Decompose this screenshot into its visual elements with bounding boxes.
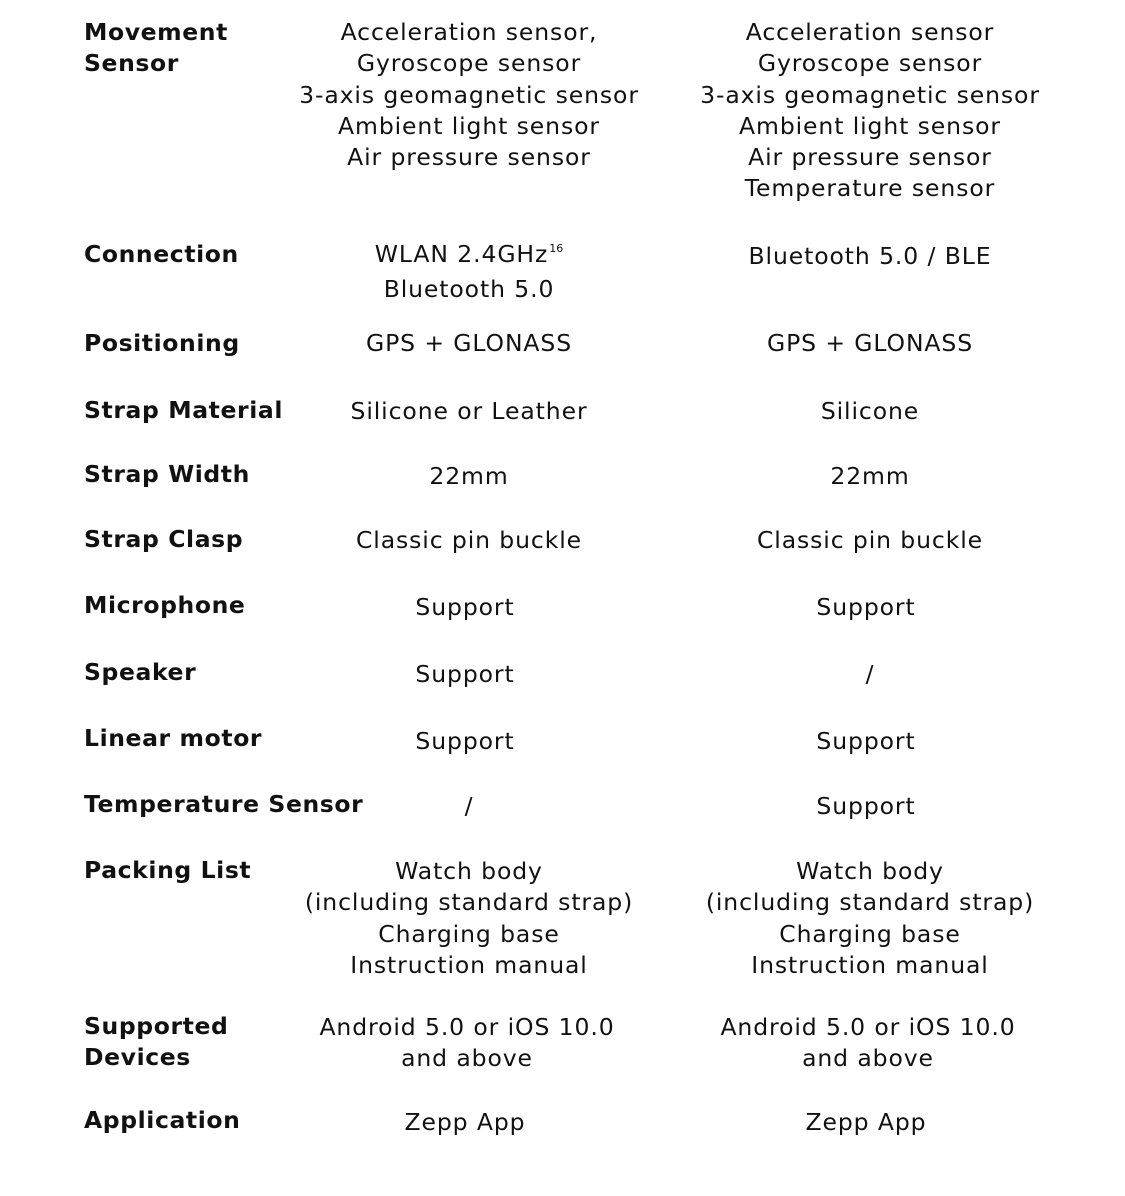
spec-value-model-b [660,856,1080,981]
spec-label: Application [84,1106,241,1134]
spec-value-line: (including standard strap) [304,888,634,917]
spec-value-line: Acceleration sensor [745,18,995,46]
spec-value-model-b: Support [816,593,916,621]
spec-value-line: Air pressure sensor [748,143,992,172]
spec-label-line: Devices [84,1043,191,1071]
spec-value-model-b: Support [816,727,916,755]
spec-value-model-a: Classic pin buckle [355,526,583,554]
spec-value-model-b: GPS + GLONASS [766,329,974,357]
spec-value-line: Ambient light sensor [739,111,1001,140]
spec-value-model-b: Support [816,792,916,820]
spec-value-line: Instruction manual [350,950,588,979]
spec-label: Linear motor [84,724,263,752]
spec-label-line: Movement [84,18,228,46]
spec-value-line: Charging base [378,919,560,948]
spec-value-text: WLAN 2.4GHz [374,240,549,268]
spec-label: Strap Clasp [84,525,244,553]
spec-value-model-b: 22mm [830,462,910,490]
spec-value-model-b: / [865,660,875,688]
spec-value-line: Gyroscope sensor [356,49,582,78]
spec-label: Strap Material [84,396,283,424]
spec-value-model-b [660,241,1080,272]
spec-value-line: Android 5.0 or iOS 10.0 [319,1013,615,1041]
spec-value-line: Ambient light sensor [338,111,600,140]
spec-value-model-b: Zepp App [805,1108,927,1136]
spec-value-line: Temperature sensor [744,174,996,203]
spec-value-model-b: Silicone [820,397,920,425]
spec-value-line: Acceleration sensor, [340,18,598,46]
spec-value-line [259,239,679,274]
spec-value-model-a [259,17,679,173]
spec-label-line: Connection [84,240,239,268]
spec-label: Packing List [84,856,252,884]
spec-value-line: 3-axis geomagnetic sensor [700,80,1040,109]
spec-value-line: (including standard strap) [705,888,1035,917]
spec-value-model-a: Support [415,593,515,621]
spec-value-line: Instruction manual [751,950,989,979]
footnote-marker: 16 [549,242,564,255]
spec-label: Strap Width [84,460,250,488]
spec-value-line: Air pressure sensor [347,143,591,172]
spec-value-model-a: / [464,792,474,820]
spec-label: Temperature Sensor [84,790,364,818]
spec-value-model-a: Support [415,727,515,755]
spec-value-model-a: Zepp App [404,1108,526,1136]
spec-value-model-a: Silicone or Leather [350,397,588,425]
spec-value-model-b [660,17,1080,205]
spec-value-line: Watch body [796,857,944,885]
spec-value-model-a: GPS + GLONASS [365,329,573,357]
spec-value-model-a [259,856,679,981]
spec-value-model-a: Support [415,660,515,688]
spec-value-line: Watch body [395,857,543,885]
spec-value-model-a [257,1012,677,1075]
spec-value-model-b [658,1012,1078,1075]
spec-value-model-a: 22mm [429,462,509,490]
spec-label-line: Sensor [84,49,179,77]
spec-label: Positioning [84,329,240,357]
spec-value-line: and above [401,1044,533,1073]
spec-value-line: Bluetooth 5.0 [383,275,555,304]
spec-value-line: Bluetooth 5.0 / BLE [748,242,992,270]
spec-value-line: and above [802,1044,934,1073]
spec-label-line: Supported [84,1012,229,1040]
spec-value-line: 3-axis geomagnetic sensor [299,80,639,109]
spec-value-line: Android 5.0 or iOS 10.0 [720,1013,1016,1041]
spec-value-line: Charging base [779,919,961,948]
spec-value-line: Gyroscope sensor [757,49,983,78]
spec-label: Microphone [84,591,246,619]
spec-label: Speaker [84,658,197,686]
spec-value-model-b: Classic pin buckle [756,526,984,554]
spec-value-model-a [259,239,679,306]
